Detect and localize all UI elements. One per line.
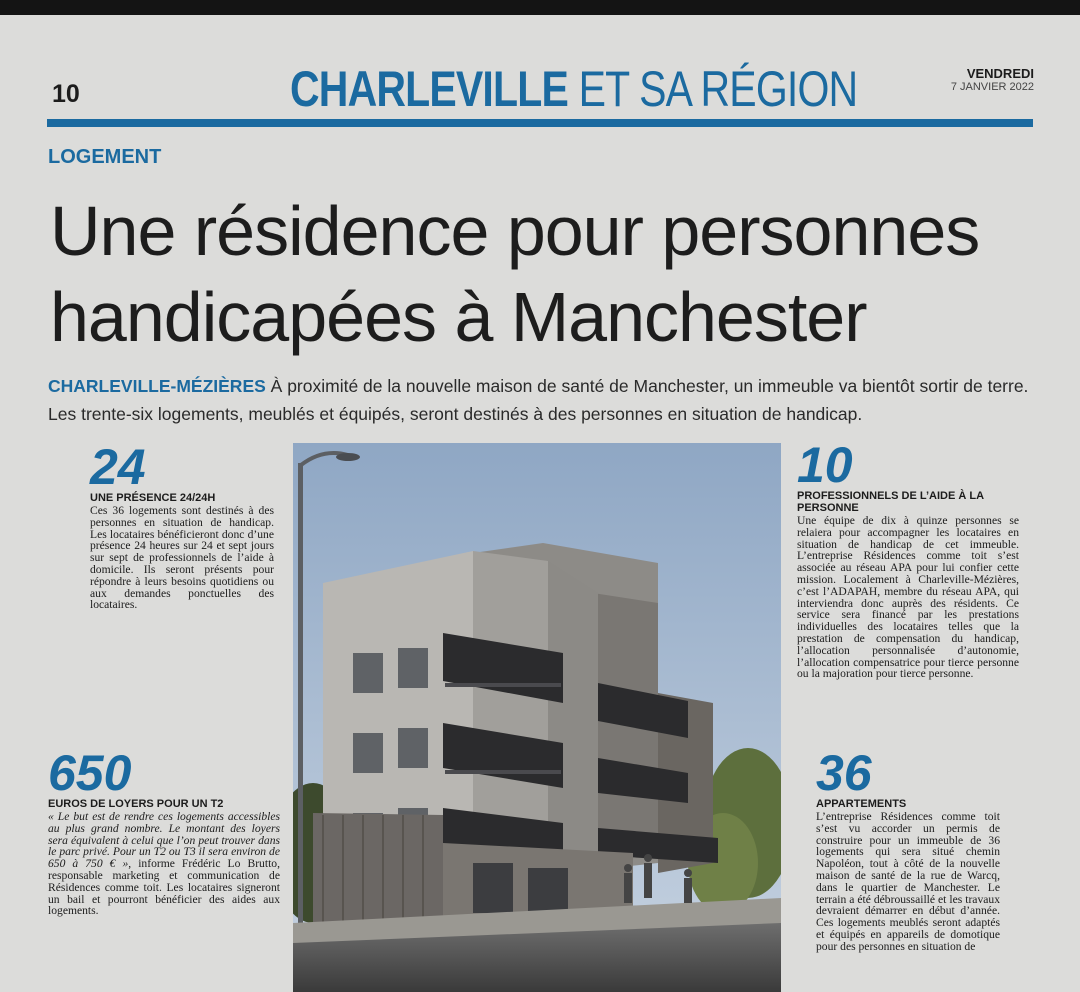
fact-body: Ces 36 logements sont destinés à des personnes en situation de handicap. Les locataires bénéficieront donc d’une présence 24 heures sur 24 et sept jours sur sept de professionnels de l’aide à domicile. Ils seront présents pour répondre à leurs besoins quotidiens ou aux demandes ponctuelles des locataires. — [90, 504, 274, 612]
fact-label: EUROS DE LOYERS POUR UN T2 — [48, 798, 224, 810]
section-title-strong: CHARLEVILLE — [290, 61, 568, 117]
fact-number: 24 — [90, 439, 146, 495]
fact-number: 650 — [48, 745, 132, 801]
article-lead — [48, 372, 1048, 428]
section-rule — [47, 119, 1033, 127]
fact-label: PROFESSIONNELS DE L’AIDE À LA PERSONNE — [797, 490, 984, 514]
edition-date-text: 7 JANVIER 2022 — [950, 81, 1034, 93]
building-illustration — [293, 443, 781, 992]
fact-number: 10 — [797, 437, 853, 493]
section-title — [290, 60, 857, 118]
page-number: 10 — [52, 80, 80, 108]
headline-line-2: handicapées à Manchester — [50, 278, 867, 356]
fact-box-650 — [48, 745, 280, 918]
edition-day: VENDREDI — [966, 66, 1034, 81]
article-kicker: LOGEMENT — [48, 146, 162, 168]
fact-body: Une équipe de dix à quinze personnes se relaiera pour accompagner les locataires en situation de handicap de cet immeuble. L’entreprise Résidences comme toit s’est associée au réseau APA pour lui confier cette mission. Localement à Charleville-Mézières, c’est l’ADAPAH, membre du réseau APA, qui interviendra donc auprès des résidents. Ce service sera financé par les prestations individuelles des locataires telles que la prestation de compensation du handicap, l’allocation personnalisée d’autonomie, l’allocation compensatrice pour tierce personne ou la majoration pour tierce personne. — [797, 514, 1019, 681]
lead-text: À proximité de la nouvelle maison de santé de Manchester, un immeuble va bientôt sortir de terre. Les trente-six logements, meublés et équipés, seront destinés à des personnes en situation de handicap. — [48, 376, 1029, 424]
fact-number: 36 — [816, 745, 872, 801]
article-headline — [50, 188, 1050, 360]
edition-date — [951, 66, 1034, 93]
fact-label: APPARTEMENTS — [816, 798, 907, 810]
fact-quote: « Le but est de rendre ces logements accessibles au plus grand nombre. Le montant des loyers sera équivalent à celui que l’on peut trouver dans le parc privé. Pour un T2 ou T3 il sera environ de 650 à 750 € » — [48, 810, 280, 871]
fact-body: L’entreprise Résidences comme toit s’est vu accorder un permis de construire pour un immeuble de 36 logements qui sera situé chemin Napoléon, tout à côté de la nouvelle maison de santé de la rue de Warcq, dans le quartier de Manchester. Le terrain a été débroussaillé et les travaux devraient démarrer en début d’année. Ces logements meublés seront adaptés et équipés en appareils de domotique pour des personnes en situation de — [816, 810, 1000, 953]
fact-body-text: , informe Frédéric Lo Brutto, responsable marketing et communication de Résidences comme toit. Les locataires signeront un bail et pourront bénéficier des aides aux logements. — [48, 857, 280, 918]
fact-box-36 — [816, 745, 1000, 953]
fact-box-24 — [90, 439, 274, 612]
headline-line-1: Une résidence pour personnes — [50, 192, 980, 270]
fact-box-10 — [797, 437, 1019, 681]
fact-label: UNE PRÉSENCE 24/24H — [90, 492, 216, 504]
top-black-bar — [0, 0, 1080, 15]
fact-body — [48, 811, 280, 917]
section-title-light: ET SA RÉGION — [578, 61, 858, 117]
lead-dateline: CHARLEVILLE-MÉZIÈRES — [48, 376, 266, 396]
